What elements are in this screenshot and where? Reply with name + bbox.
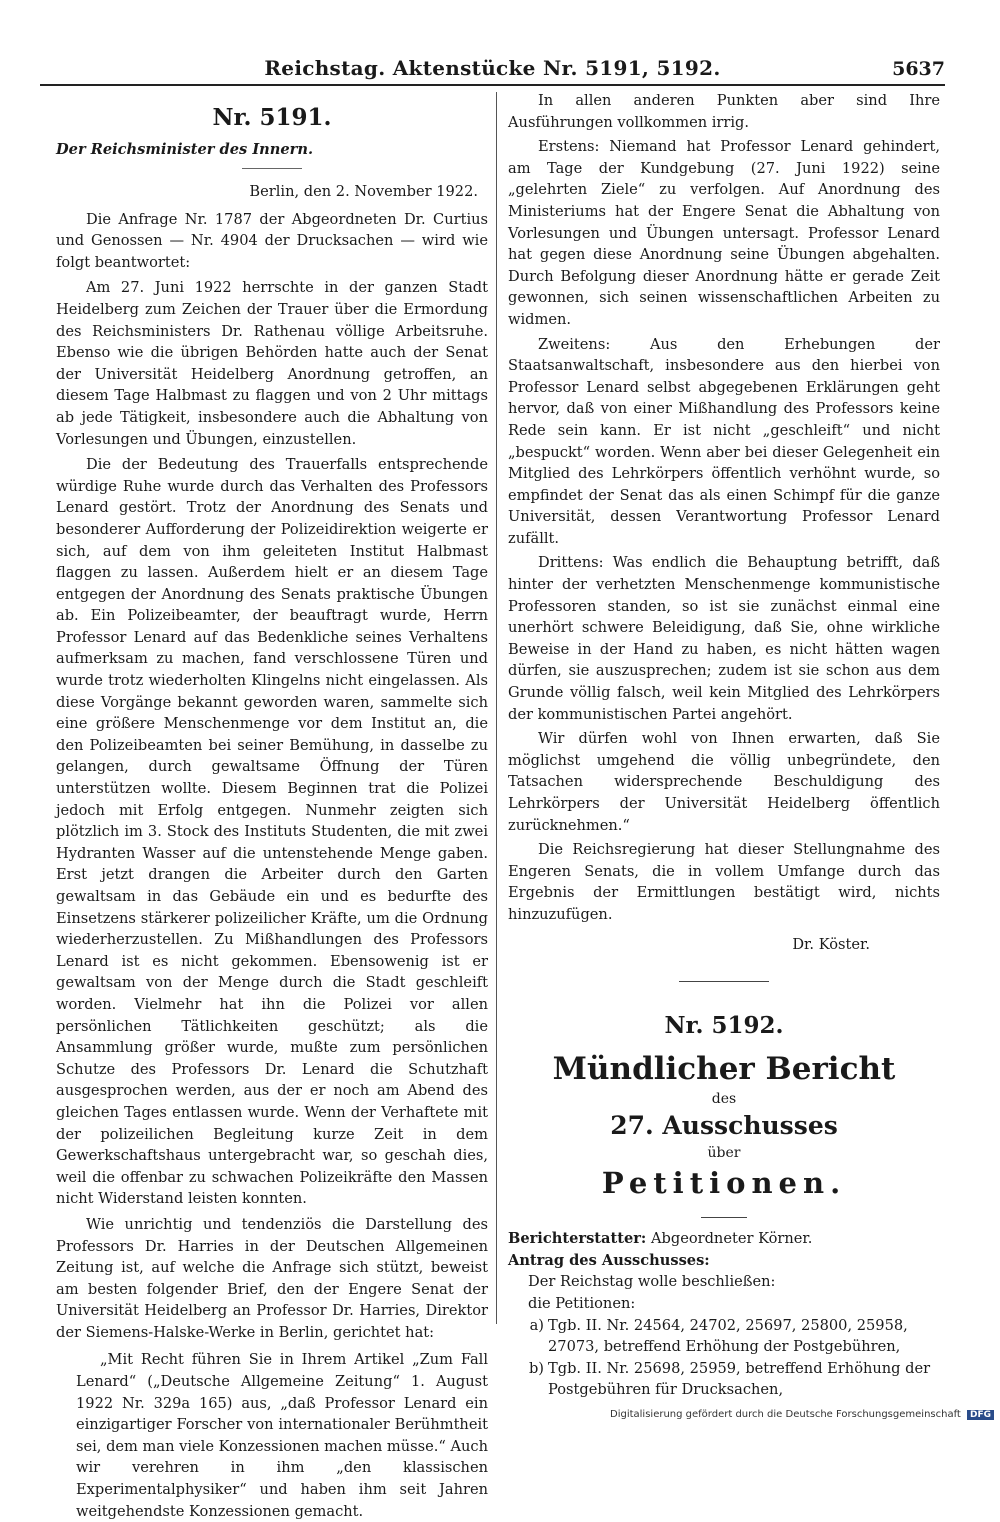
document-date: Berlin, den 2. November 1922. [249,183,478,200]
signature: Dr. Köster. [792,935,870,953]
report-title: Mündlicher Bericht [552,1051,896,1088]
reporter-label: Berichterstatter: [508,1230,647,1248]
list-marker: b) [528,1359,544,1377]
title-connector: über [707,1145,741,1162]
paragraph: Die Anfrage Nr. 1787 der Abgeordneten Dr. Curtius und Genossen — Nr. 4904 der Drucksachen — wird wie folgt beantwortet: [56,210,488,271]
left-column [56,90,488,1522]
paragraph: In allen anderen Punkten aber sind Ihre Ausführungen vollkommen irrig. [508,92,940,131]
dfg-logo-icon: DFG [967,1410,994,1420]
report-subject: Petitionen. [601,1166,847,1201]
list-item [508,1358,940,1401]
paragraph: Erstens: Niemand hat Professor Lenard gehindert, am Tage der Kundgebung (27. Juni 1922) seine „gelehrten Ziele“ zu verfolgen. Auf Anordnung des Ministeriums hat der Engere Senat die Abhaltung von Vorlesungen und Übungen untersagt. Professor Lenard hat gegen diese Anordnung seine Übungen abgehalten. Durch Befolgung dieser Anordnung hätte er gerade Zeit gewonnen, sich seinen wissenschaftlichen Arbeiten zu widmen. [508,138,940,328]
list-marker: a) [529,1316,544,1334]
paragraph: Am 27. Juni 1922 herrschte in der ganzen Stadt Heidelberg zum Zeichen der Trauer über die Ermordung des Reichsministers Dr. Rathenau völlige Arbeitsruhe. Ebenso wie die übrigen Behörden hatte auch der Senat der Universität Heidelberg Anordnung getroffen, an diesem Tage Halbmast zu flaggen und von 2 Uhr mittags ab jede Tätigkeit, insbesondere auch die Abhaltung von Vorlesungen und Übungen, einzustellen. [56,279,488,448]
paragraph: Wie unrichtig und tendenziös die Darstellung des Professors Dr. Harries in der Deutschen Allgemeinen Zeitung ist, auf welche die Anfrage sich stützt, beweist am besten folgender Brief, den der Engere Senat der Universität Heidelberg an Professor Dr. Harries, Direktor der Siemens-Halske-Werke in Berlin, gerichtet hat: [56,1215,488,1341]
footer-text: Digitalisierung gefördert durch die Deutsche Forschungsgemeinschaft [610,1409,961,1420]
paragraph: Wir dürfen wohl von Ihnen erwarten, daß Sie möglichst umgehend die völlig unbegründete, den Tatsachen widersprechende Beschuldigung des Lehrkörpers der Universität Heidelberg öffentlich zurücknehmen.“ [508,730,940,834]
document-number-5192: Nr. 5192. [664,1012,784,1040]
list-text: Tgb. II. Nr. 24564, 24702, 25697, 25800, 25958, 27073, betreffend Erhöhung der Postgebühren, [548,1316,908,1356]
running-header [40,56,945,86]
motion-intro: Der Reichstag wolle beschließen: [528,1273,776,1291]
document-number-5191: Nr. 5191. [212,104,332,131]
motion-sub: die Petitionen: [528,1294,636,1312]
closing-statement: Die Reichsregierung hat dieser Stellungnahme des Engeren Senats, die in vollem Umfange durch das Ergebnis der Ermittlungen bestätigt wird, nichts hinzuzufügen. [508,841,940,923]
separator-rule [242,168,302,169]
footer-credit [610,1409,994,1420]
motion-heading: Antrag des Ausschusses: [508,1251,710,1269]
issuing-office: Der Reichsminister des Innern. [56,141,314,158]
separator-rule [701,1217,747,1218]
paragraph: Drittens: Was endlich die Behauptung betrifft, daß hinter der verhetzten Menschenmenge kommunistische Professoren standen, so ist sie zunächst einmal eine unerhört schwere Beleidigung, daß Sie, ohne wirkliche Beweise in der Hand zu haben, es nicht hätten wagen dürfen, sie auszusprechen; zudem ist sie schon aus dem Grunde völlig falsch, weil kein Mitglied des Lehrkörpers der kommunistischen Partei angehört. [508,554,940,723]
reporter-line [508,1228,940,1250]
page-number: 5637 [892,58,945,80]
right-column [508,90,940,1401]
paragraph: Zweitens: Aus den Erhebungen der Staatsanwaltschaft, insbesondere aus den hierbei von Professor Lenard selbst abgegebenen Erklärungen geht hervor, daß von einer Mißhandlung des Professors keine Rede sein kann. Er ist nicht „geschleift“ und nicht „bespuckt“ worden. Wenn aber bei dieser Gelegenheit ein Mitglied des Lehrkörpers öffentlich verhöhnt wurde, so empfindet der Senat das als einen Schimpf für die ganze Universität, dessen Verantwortung Professor Lenard zufällt. [508,335,940,547]
reporter-name: Abgeordneter Körner. [650,1230,813,1248]
paragraph: Die der Bedeutung des Trauerfalls entsprechende würdige Ruhe wurde durch das Verhalten des Professors Lenard gestört. Trotz der Anordnung des Senats und besonderer Aufforderung der Polizeidirektion weigerte er sich, auf dem von ihm geleiteten Institut Halbmast flaggen zu lassen. Außerdem hielt er an diesem Tage entgegen der Anordnung des Senats praktische Übungen ab. Ein Polizeibeamter, der beauftragt wurde, Herrn Professor Lenard auf das Bedenkliche seines Verhaltens aufmerksam zu machen, fand verschlossene Türen und wurde trotz wiederholten Klingelns nicht eingelassen. Als diese Vorgänge bekannt geworden waren, sammelte sich eine größere Menschenmenge vor dem Institut an, die den Polizeibeamten bei seiner Bemühung, in dasselbe zu gelangen, durch gewaltsame Öffnung der Türen unterstützen wollte. Diesem Beginnen trat die Polizei jedoch mit Erfolg entgegen. Nunmehr zeigten sich plötzlich im 3. Stock des Instituts Studenten, die mit zwei Hydranten Wasser auf die untenstehende Menge gaben. Erst jetzt drangen die Arbeiter durch den Garten gewaltsam in das Gebäude ein und es bedurfte des Einsetzens stärkerer polizeilicher Kräfte, um die Ordnung wiederherzustellen. Zu Mißhandlungen des Professors Lenard ist es nicht gekommen. Ebensowenig ist er gewaltsam von der Menge durch die Stadt geschleift worden. Vielmehr hat ihn die Polizei vor allen persönlichen Tätlichkeiten geschützt; als die Ansammlung größer wurde, mußte zum persönlichen Schutze des Professors Dr. Lenard die Schutzhaft ausgesprochen werden, aus der er noch am Abend des gleichen Tages entlassen wurde. Wenn der Verhaftete mit der polizeilichen Begleitung kurze Zeit in dem Gewerkschaftshaus untergebracht war, so geschah dies, weil die offenbar zu schwachen Polizeikräfte den Massen nicht Widerstand leisten konnten. [56,456,488,1208]
list-text: Tgb. II. Nr. 25698, 25959, betreffend Erhöhung der Postgebühren für Drucksachen, [548,1359,931,1399]
list-item [508,1315,940,1358]
section-separator [679,981,769,982]
column-divider [496,92,497,1324]
quoted-letter: „Mit Recht führen Sie in Ihrem Artikel „Zum Fall Lenard“ („Deutsche Allgemeine Zeitung“ 1. August 1922 Nr. 329a 165) aus, „daß Professor Lenard ein einzigartiger Forscher von internationaler Berühmtheit sei, dem man viele Konzessionen machen müsse.“ Auch wir verehren in ihm „den klassischen Experimentalphysiker“ und haben ihm seit Jahren weitgehendste Konzessionen gemacht. [76,1351,489,1520]
title-connector: des [711,1091,737,1108]
header-title: Reichstag. Aktenstücke Nr. 5191, 5192. [264,56,721,80]
committee-name: 27. Ausschusses [610,1111,838,1141]
